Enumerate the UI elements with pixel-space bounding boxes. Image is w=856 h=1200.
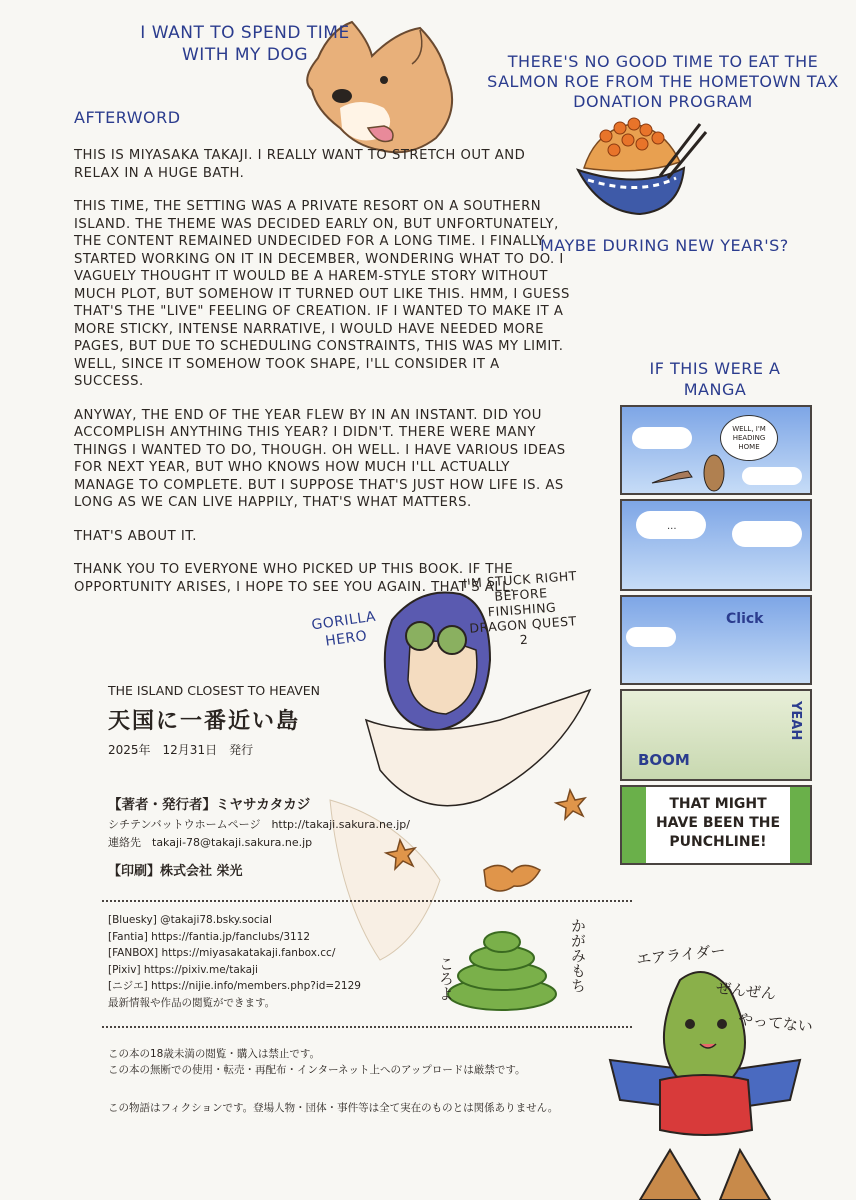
book-title-english: THE ISLAND CLOSEST TO HEAVEN [108,683,321,698]
dotted-divider [102,1026,632,1028]
afterword-title: AFTERWORD [74,108,181,127]
link-pixiv: [Pixiv] https://pixiv.me/takaji [108,963,258,976]
caption-new-year: MAYBE DURING NEW YEAR'S? [540,236,789,255]
legal-fiction-notice: この物語はフィクションです。登場人物・団体・事件等は全て実在のものとは関係ありません。 [108,1102,559,1114]
plane-icon [622,407,810,493]
legal-age-notice: この本の18歳未満の閲覧・購入は禁止です。 [108,1048,321,1060]
manga-panel-2 [620,499,812,591]
punchline-text: THAT MIGHT HAVE BEEN THE PUNCHLINE! [655,796,781,850]
click-sfx: Click [726,611,764,627]
salmon-roe-bowl-illustration [578,118,706,214]
caption-manga: IF THIS WERE A MANGA [649,359,781,399]
link-fanbox: [FANBOX] https://miyasakatakaji.fanbox.cc/ [108,947,336,960]
credits [108,794,468,852]
afterword-paragraph: ANYWAY, THE END OF THE YEAR FLEW BY IN AN INSTANT. DID YOU ACCOMPLISH ANYTHING THIS YEAR? I DIDN'T. THERE WERE MANY THINGS I WANTED TO DO, THOUGH. OH WELL. I HAVE VARIOUS IDEAS FOR NEXT YEAR, BUT WHO KNOWS HOW MUCH I'LL ACTUALLY MANAGE TO COMPLETE. BUT I SUPPOSE THAT'S JUST HOW LIFE IS. AS LONG AS WE CAN LIVE HAPPILY, THAT'S WHAT MATTERS. [74,407,566,510]
kagami-mochi-illustration [448,932,556,1010]
link-nijie: [ニジエ] https://nijie.info/members.php?id=2129 [108,980,361,993]
manga-panel-1 [620,405,812,495]
manga-panel-4 [620,689,812,781]
yattenai-label: やってない [737,1010,814,1036]
kagami-mochi-label: かがみもち [569,918,587,993]
social-links [108,912,438,1012]
afterword-body [74,147,574,612]
afterword-paragraph: THAT'S ABOUT IT. [74,528,197,544]
links-note: 最新情報や作品の閲覧ができます。 [108,996,276,1009]
printer-credit: 【印刷】株式会社 栄光 [108,864,243,879]
manga-strip [620,405,812,865]
zenzen-label: ぜんぜん [715,978,777,1004]
dotted-divider [102,900,632,902]
caption-salmon-roe: THERE'S NO GOOD TIME TO EAT THE SALMON ROE FROM THE HOMETOWN TAX DONATION PROGRAM [487,52,839,111]
speech-bubble: WELL, I'M HEADING HOME [720,415,778,461]
link-bluesky: [Bluesky] @takaji78.bsky.social [108,914,272,926]
manga-panel-3 [620,595,812,685]
ellipsis-text: ... [667,521,677,532]
gorilla-speech: I'M STUCK RIGHT BEFORE FINISHING DRAGON QUEST 2 [462,568,578,648]
afterword-paragraph: THIS IS MIYASAKA TAKAJI. I REALLY WANT TO STRETCH OUT AND RELAX IN A HUGE BATH. [74,148,526,181]
caption-dog: I WANT TO SPEND TIME WITH MY DOG [140,23,350,65]
contact-credit: 連絡先 takaji-78@takaji.sakura.ne.jp [108,836,313,849]
colophon [108,683,408,758]
legal-notice [108,1046,648,1116]
gorilla-hero-label: GORILLA HERO [310,608,377,650]
author-credit: 【著者・発行者】ミヤサカタカジ [108,797,311,813]
legal-copy-notice: この本の無断での使用・転売・再配布・インターネット上へのアップロードは厳禁です。 [108,1064,526,1076]
book-title-japanese: 天国に一番近い島 [108,709,301,734]
homepage-credit: シチテンバットウホームページ http://takaji.sakura.ne.jp/ [108,818,410,831]
boom-sfx: BOOM [638,751,690,769]
link-fantia: [Fantia] https://fantia.jp/fanclubs/3112 [108,930,311,943]
gorilla-hero-illustration [330,592,590,960]
air-rider-label: エアライダー [635,941,727,969]
manga-panel-5 [620,785,812,865]
afterword-paragraph: THANK YOU TO EVERYONE WHO PICKED UP THIS BOOK. IF THE OPPORTUNITY ARISES, I HOPE TO SEE YOU AGAIN. THAT'S ALL. [74,562,515,595]
afterword-paragraph: THIS TIME, THE SETTING WAS A PRIVATE RESORT ON A SOUTHERN ISLAND. THE THEME WAS DECIDED EARLY ON, BUT UNFORTUNATELY, THE CONTENT REMAINED UNDECIDED FOR A LONG TIME. I FINALLY STARTED WORKING ON IT IN DECEMBER, WONDERING WHAT TO DO. I VAGUELY THOUGHT IT WOULD BE A HAREM-STYLE STORY WITHOUT MUCH PLOT, BUT SOMEHOW IT TURNED OUT LIKE THIS. HMM, I GUESS THAT'S THE "LIVE" FEELING OF CREATION. IF I WANTED TO MAKE IT A MORE STICKY, INTENSE NARRATIVE, I WOULD HAVE NEEDED MORE PAGES, BUT DUE TO SCHEDULING CONSTRAINTS, THIS WAS MY LIMIT. WELL, SINCE IT SOMEHOW TOOK SHAPE, I'LL CONSIDER IT A SUCCESS. [74,199,570,389]
yeah-sfx: YEAH [788,701,803,741]
publication-date: 2025年 12月31日 発行 [108,743,254,757]
koruyo-label: ころよ [437,956,455,1001]
